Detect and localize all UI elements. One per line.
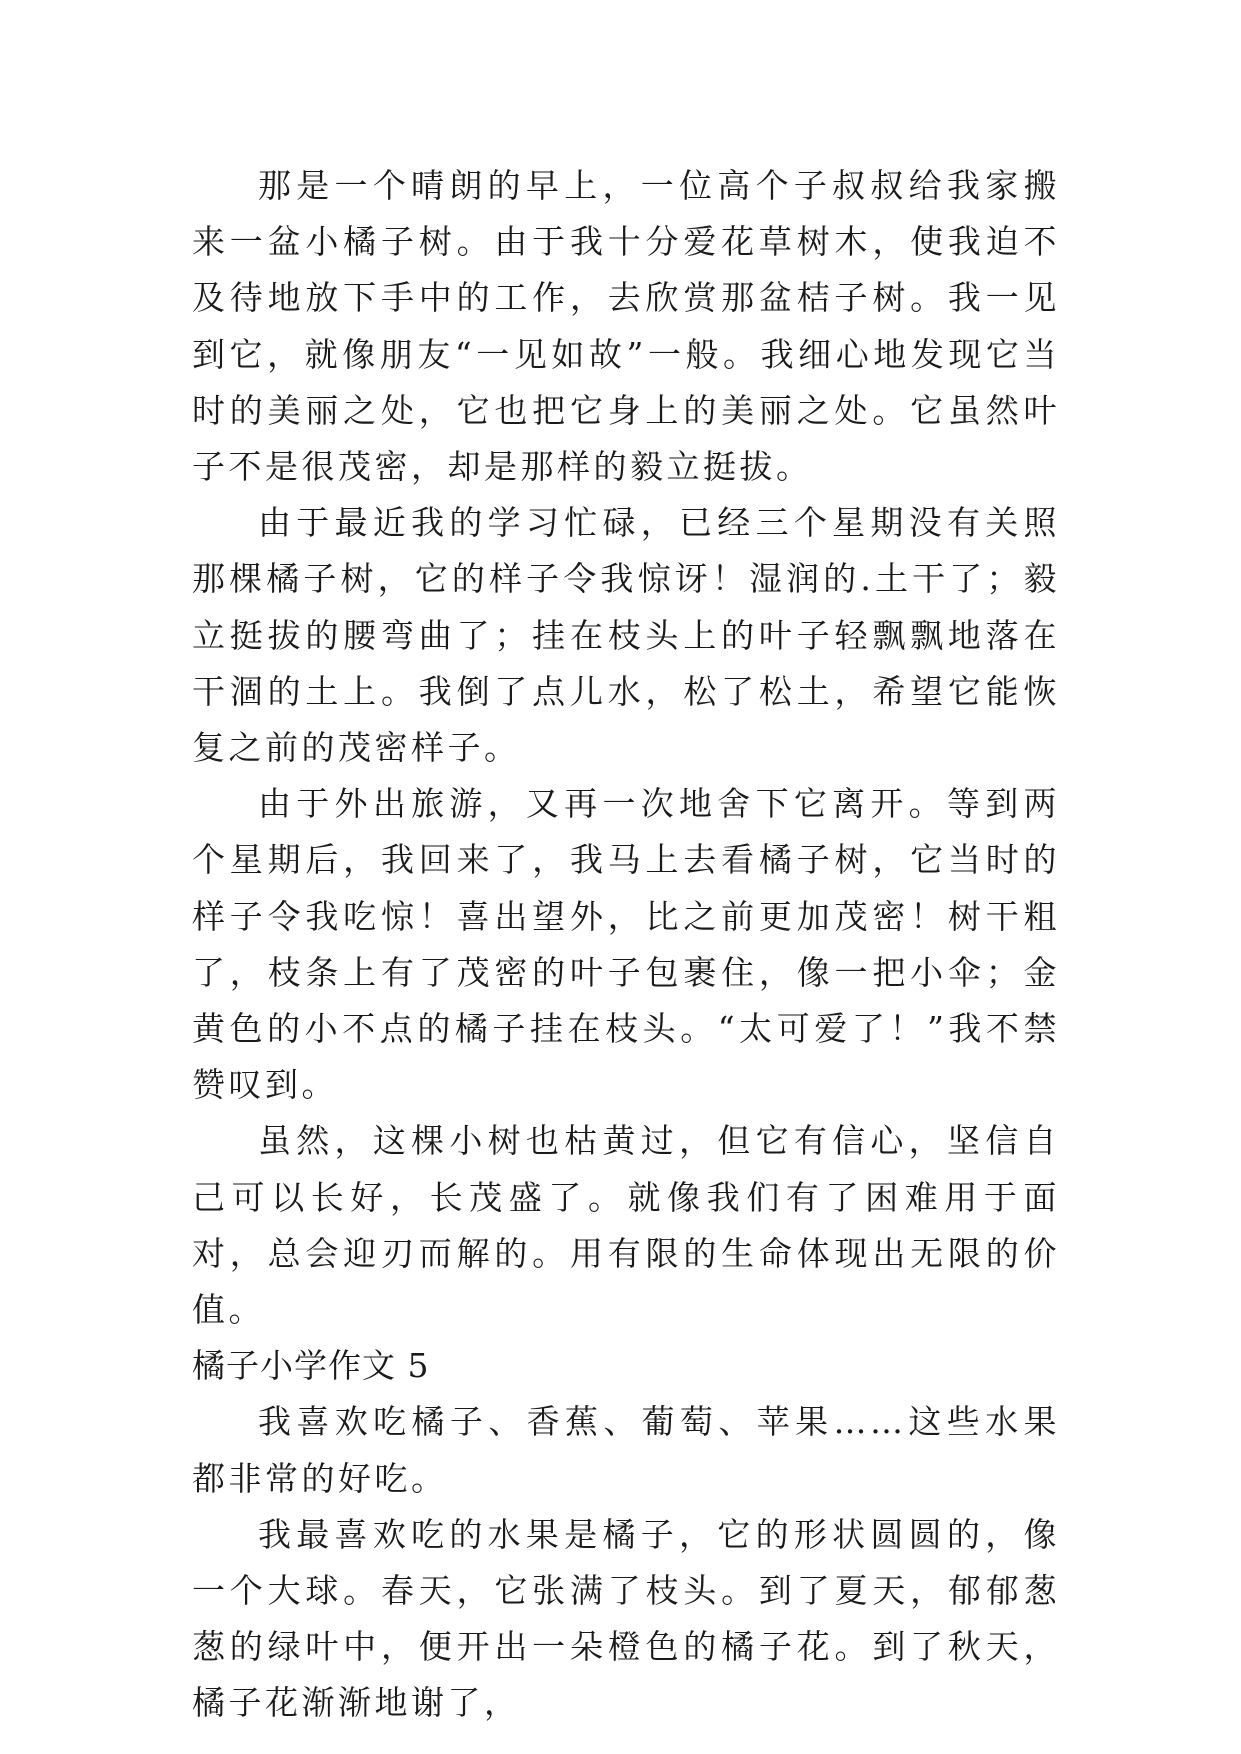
paragraph-5: 我喜欢吃橘子、香蕉、葡萄、苹果……这些水果都非常的好吃。 — [192, 1402, 1060, 1498]
paragraph-1: 那是一个晴朗的早上，一位高个子叔叔给我家搬来一盆小橘子树。由于我十分爱花草树木，使我迫不及待地放下手中的工作，去欣赏那盆桔子树。我一见到它，就像朋友“一见如故”一般。我细心地发现它当时的美丽之处，它也把它身上的美丽之处。它虽然叶子不是很茂密，却是那样的毅立挺拔。 — [192, 166, 1060, 487]
paragraph-2: 由于最近我的学习忙碌，已经三个星期没有关照那棵橘子树，它的样子令我惊讶！湿润的.土干了；毅立挺拔的腰弯曲了；挂在枝头上的叶子轻飘飘地落在干涸的土上。我倒了点儿水，松了松土，希望它能恢复之前的茂密样子。 — [192, 503, 1060, 768]
paragraph-6: 我最喜欢吃的水果是橘子，它的形状圆圆的，像一个大球。春天，它张满了枝头。到了夏天，郁郁葱葱的绿叶中，便开出一朵橙色的橘子花。到了秋天，橘子花渐渐地谢了， — [192, 1514, 1060, 1723]
section-heading: 橘子小学作文 5 — [192, 1346, 430, 1386]
paragraph-4: 虽然，这棵小树也枯黄过，但它有信心，坚信自己可以长好，长茂盛了。就像我们有了困难用于面对，总会迎刃而解的。用有限的生命体现出无限的价值。 — [192, 1121, 1060, 1330]
document-body — [192, 158, 1060, 1732]
paragraph-3: 由于外出旅游，又再一次地舍下它离开。等到两个星期后，我回来了，我马上去看橘子树，它当时的样子令我吃惊！喜出望外，比之前更加茂密！树干粗了，枝条上有了茂密的叶子包裹住，像一把小伞；金黄色的小不点的橘子挂在枝头。“太可爱了！”我不禁赞叹到。 — [192, 784, 1060, 1105]
